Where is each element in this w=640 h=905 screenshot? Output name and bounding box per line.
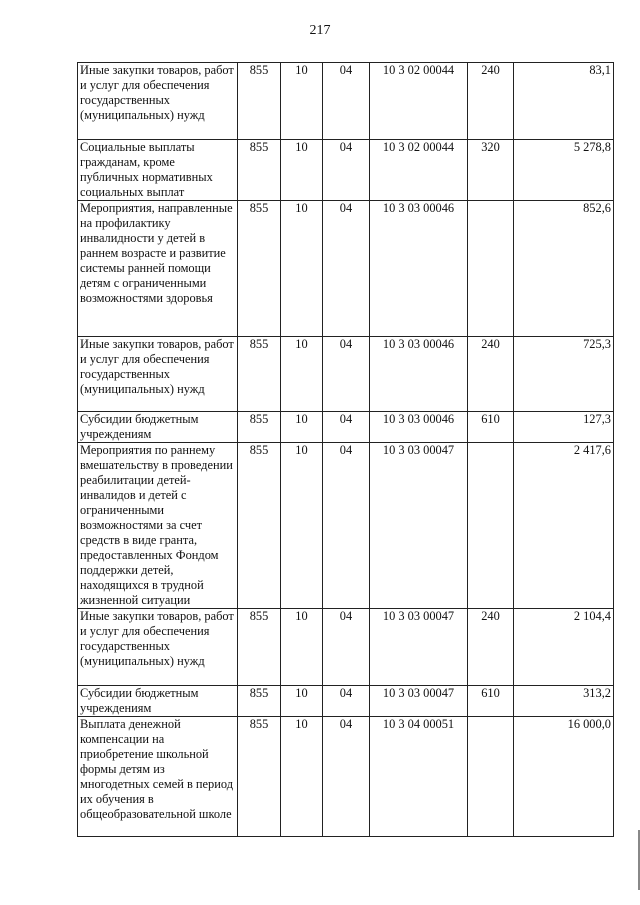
row-type: 320	[468, 140, 514, 201]
row-target: 10 3 03 00047	[370, 609, 468, 686]
row-ministry: 855	[238, 63, 281, 140]
row-type: 240	[468, 63, 514, 140]
row-target: 10 3 04 00051	[370, 717, 468, 837]
table-row	[78, 337, 614, 412]
table-row	[78, 140, 614, 201]
row-ministry: 855	[238, 337, 281, 412]
row-section: 10	[281, 609, 323, 686]
row-name: Социальные выплаты гражданам, кроме публичных нормативных социальных выплат	[78, 140, 238, 201]
row-ministry: 855	[238, 412, 281, 443]
row-subsection: 04	[323, 140, 370, 201]
row-target: 10 3 03 00047	[370, 686, 468, 717]
row-subsection: 04	[323, 201, 370, 337]
row-subsection: 04	[323, 63, 370, 140]
row-name: Мероприятия по раннему вмешательству в проведении реабилитации детей-инвалидов и детей с ограниченными возможностями за счет средств в виде гранта, предоставленных Фондом поддержки детей, находящихся в трудной жизненной ситуации	[78, 443, 238, 609]
row-amount: 725,3	[514, 337, 614, 412]
row-ministry: 855	[238, 609, 281, 686]
row-name: Субсидии бюджетным учреждениям	[78, 412, 238, 443]
row-ministry: 855	[238, 717, 281, 837]
row-amount: 127,3	[514, 412, 614, 443]
table-row	[78, 63, 614, 140]
row-subsection: 04	[323, 412, 370, 443]
row-section: 10	[281, 443, 323, 609]
row-section: 10	[281, 337, 323, 412]
row-ministry: 855	[238, 201, 281, 337]
table-row	[78, 609, 614, 686]
row-amount: 83,1	[514, 63, 614, 140]
row-amount: 313,2	[514, 686, 614, 717]
table-row	[78, 686, 614, 717]
row-target: 10 3 02 00044	[370, 63, 468, 140]
row-subsection: 04	[323, 717, 370, 837]
row-type: 610	[468, 686, 514, 717]
row-type	[468, 443, 514, 609]
row-type: 610	[468, 412, 514, 443]
row-section: 10	[281, 63, 323, 140]
row-section: 10	[281, 201, 323, 337]
page-number: 217	[309, 23, 331, 38]
row-name: Иные закупки товаров, работ и услуг для обеспечения государственных (муниципальных) нужд	[78, 63, 238, 140]
row-subsection: 04	[323, 686, 370, 717]
row-name: Иные закупки товаров, работ и услуг для обеспечения государственных (муниципальных) нужд	[78, 609, 238, 686]
table-row	[78, 717, 614, 837]
row-target: 10 3 03 00046	[370, 337, 468, 412]
row-target: 10 3 03 00047	[370, 443, 468, 609]
row-amount: 2 417,6	[514, 443, 614, 609]
table-row	[78, 412, 614, 443]
row-amount: 16 000,0	[514, 717, 614, 837]
row-section: 10	[281, 686, 323, 717]
row-type: 240	[468, 337, 514, 412]
row-name: Мероприятия, направленные на профилактику инвалидности у детей в раннем возрасте и развитие системы ранней помощи детям с ограниченными возможностями здоровья	[78, 201, 238, 337]
row-section: 10	[281, 412, 323, 443]
row-ministry: 855	[238, 140, 281, 201]
row-target: 10 3 02 00044	[370, 140, 468, 201]
row-amount: 2 104,4	[514, 609, 614, 686]
row-type	[468, 201, 514, 337]
row-subsection: 04	[323, 443, 370, 609]
table-row	[78, 201, 614, 337]
row-section: 10	[281, 717, 323, 837]
row-section: 10	[281, 140, 323, 201]
row-name: Иные закупки товаров, работ и услуг для обеспечения государственных (муниципальных) нужд	[78, 337, 238, 412]
row-amount: 852,6	[514, 201, 614, 337]
row-amount: 5 278,8	[514, 140, 614, 201]
row-target: 10 3 03 00046	[370, 201, 468, 337]
row-target: 10 3 03 00046	[370, 412, 468, 443]
row-name: Выплата денежной компенсации на приобретение школьной формы детям из многодетных семей в период их обучения в общеобразовательной школе	[78, 717, 238, 837]
row-type: 240	[468, 609, 514, 686]
row-subsection: 04	[323, 337, 370, 412]
row-name: Субсидии бюджетным учреждениям	[78, 686, 238, 717]
row-ministry: 855	[238, 443, 281, 609]
row-type	[468, 717, 514, 837]
row-ministry: 855	[238, 686, 281, 717]
budget-table	[77, 62, 614, 837]
table-row	[78, 443, 614, 609]
row-subsection: 04	[323, 609, 370, 686]
